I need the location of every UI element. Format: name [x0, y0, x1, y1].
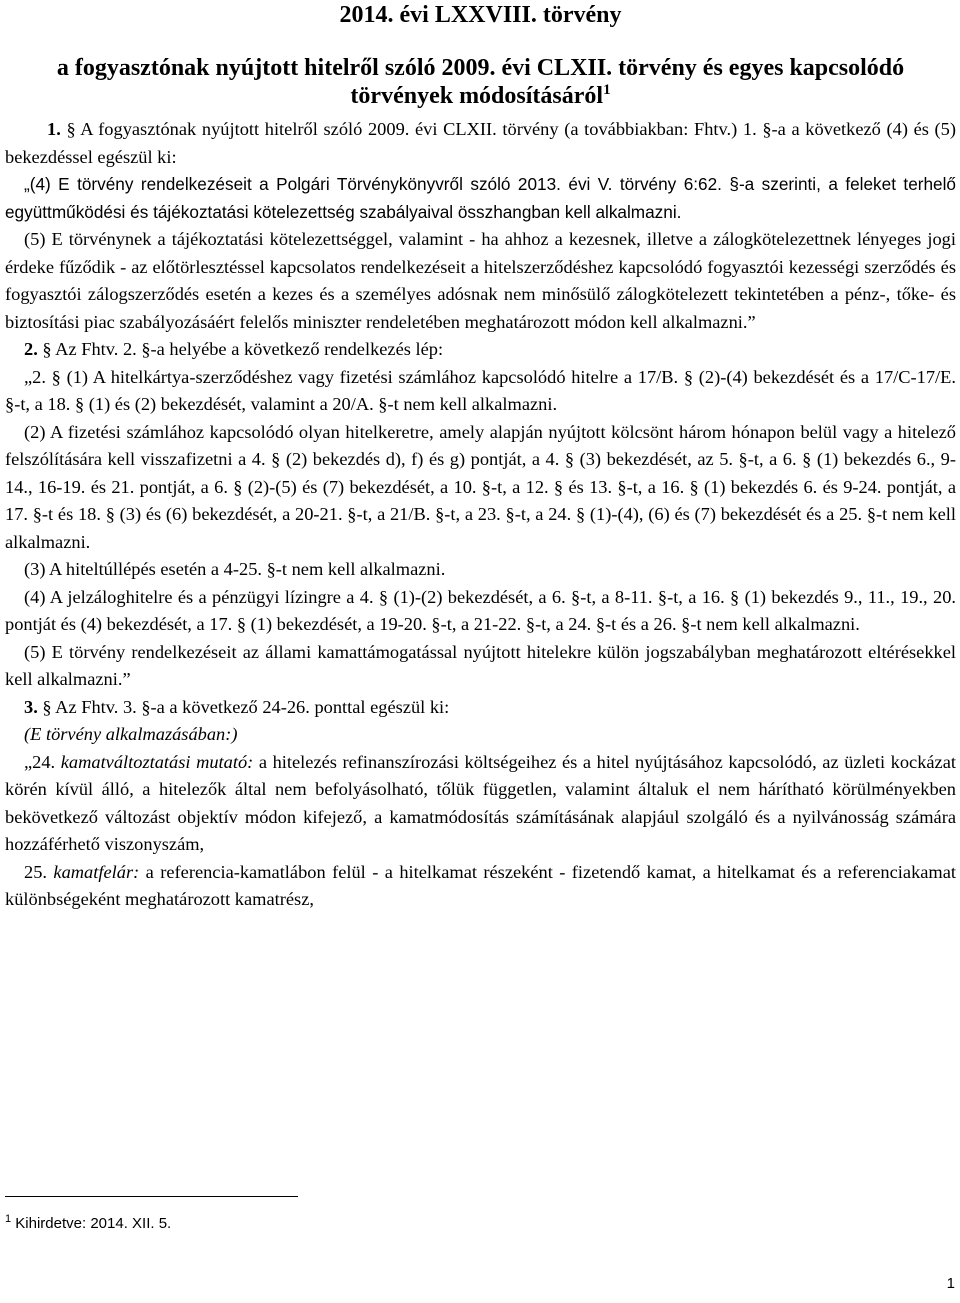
section-number: 2. [24, 339, 38, 359]
section-2-heading [5, 336, 956, 364]
section-text: § Az Fhtv. 2. §-a helyébe a következő rendelkezés lép: [37, 339, 444, 359]
paragraph: (5) E törvénynek a tájékoztatási kötelezettséggel, valamint - ha ahhoz a kezesnek, illetve a zálogkötelezettnek lényeges jogi érdeke fűződik - az előtörlesztéssel kapcsolatos rendelkezéseit a hitelszerződéshez kapcsolódó fogyasztói kezességi szerződés és fogyasztói zálogszerződés esetén a kezes és a személyes adósnak nem minősülő zálogkötelezett tekintetében a pénz-, tőke- és biztosítási piac szabályozásáért felelős miniszter rendeletében meghatározott módon kell alkalmazni.” [5, 229, 956, 332]
paragraph: (3) A hiteltúllépés esetén a 4-25. §-t nem kell alkalmazni. [24, 559, 446, 579]
footnote-reference: 1 [603, 82, 611, 98]
section-text: § Az Fhtv. 3. §-a a következő 24-26. ponttal egészül ki: [37, 696, 450, 717]
footnote-text: Kihirdetve: 2014. XII. 5. [11, 1215, 172, 1232]
definition-text: a referencia-kamatlábon felül - a hitelkamat részeként - fizetendő kamat, a hitelkamat és a referenciakamat különbségeként meghatározott kamatrész, [5, 861, 956, 909]
footnote-separator [5, 1196, 298, 1197]
document-page [5, 0, 956, 914]
law-number-title: 2014. évi LXXVIII. törvény [339, 2, 622, 28]
section-intro: (E törvény alkalmazásában:) [24, 724, 238, 744]
definition-number: „24. [24, 751, 61, 772]
definition-text: a hitelezés refinanszírozási költségeihez és a hitel nyújtásához kapcsolódó, az üzleti kockázat körén kívül álló, a hitelezők által nem befolyásolható, tőlük független, valamint általuk el nem hárítható körülményekben bekövetkező változást objektív módon kifejező, a kamatmódosítás számításának alapjául szolgáló és a nyilvánosság számára hozzáférhető viszonyszám, [5, 751, 956, 854]
section-number: 1. [47, 119, 61, 139]
section-3-heading [5, 694, 956, 722]
footnote [5, 1213, 171, 1232]
law-subject-title [5, 54, 956, 110]
paragraph: (4) A jelzáloghitelre és a pénzügyi lízingre a 4. § (1)-(2) bekezdését, a 6. §-t, a 8-11. §-t, a 16. § (1) bekezdés 9., 11., 19., 20. pontját és (4) bekezdését, a 17. § (1) bekezdését, a 19-20. §-t, a 21-22. §-t, a 24. §-t és a 26. §-t nem kell alkalmazni. [5, 586, 956, 634]
footnote-mark: 1 [5, 1213, 12, 1225]
page-number: 1 [946, 1275, 955, 1292]
paragraph: (2) A fizetési számlához kapcsolódó olyan hitelkeretre, amely alapján nyújtott kölcsönt három hónapon belül vagy a hitelező felszólítására kell visszafizetni a 4. § (2) bekezdés d), f) és g) pontját, a 4. § (3) bekezdését, az 5. §-t, a 6. § (1) bekezdés 6., 9-14., 16-19. és 21. pontját, a 6. § (2)-(5) és (7) bekezdését, a 10. §-t, a 12. § és 13. §-t, a 16. § (1) bekezdés 6. és 9-24. pontját, a 17. §-t és 18. § (3) és (6) bekezdését, a 20-21. §-t, a 21/B. §-t, a 23. §-t, a 24. § (1)-(4), (6) és (7) bekezdését és a 25. §-t nem kell alkalmazni. [5, 421, 956, 552]
definition-25 [5, 859, 956, 914]
section-number: 3. [24, 696, 38, 717]
paragraph: (5) E törvény rendelkezéseit az állami kamattámogatással nyújtott hitelekre külön jogszabályban meghatározott eltérésekkel kell alkalmazni.” [5, 641, 956, 689]
definition-term: kamatváltoztatási mutató: [60, 751, 254, 772]
definition-term: kamatfelár: [53, 861, 140, 882]
definition-24 [5, 749, 956, 859]
section-text: § A fogyasztónak nyújtott hitelről szóló 2009. évi CLXII. törvény (a továbbiakban: Fhtv.) 1. §-a a következő (4) és (5) bekezdéssel egészül ki: [5, 119, 956, 167]
section-1-heading [5, 116, 956, 171]
paragraph: „(4) E törvény rendelkezéseit a Polgári Törvénykönyvről szóló 2013. évi V. törvény 6:62. §-a szerinti, a feleket terhelő együttműködési és tájékoztatási kötelezettség szabályaival összhangban kell alkalmazni. [5, 174, 956, 222]
law-subject-text: a fogyasztónak nyújtott hitelről szóló 2009. évi CLXII. törvény és egyes kapcsolódó törvények módosításáról [56, 55, 905, 109]
definition-number: 25. [24, 861, 54, 882]
paragraph: „2. § (1) A hitelkártya-szerződéshez vagy fizetési számlához kapcsolódó hitelre a 17/B. § (2)-(4) bekezdését és a 17/C-17/E. §-t, a 18. § (1) és (2) bekezdését, valamint a 20/A. §-t nem kell alkalmazni. [5, 366, 956, 414]
